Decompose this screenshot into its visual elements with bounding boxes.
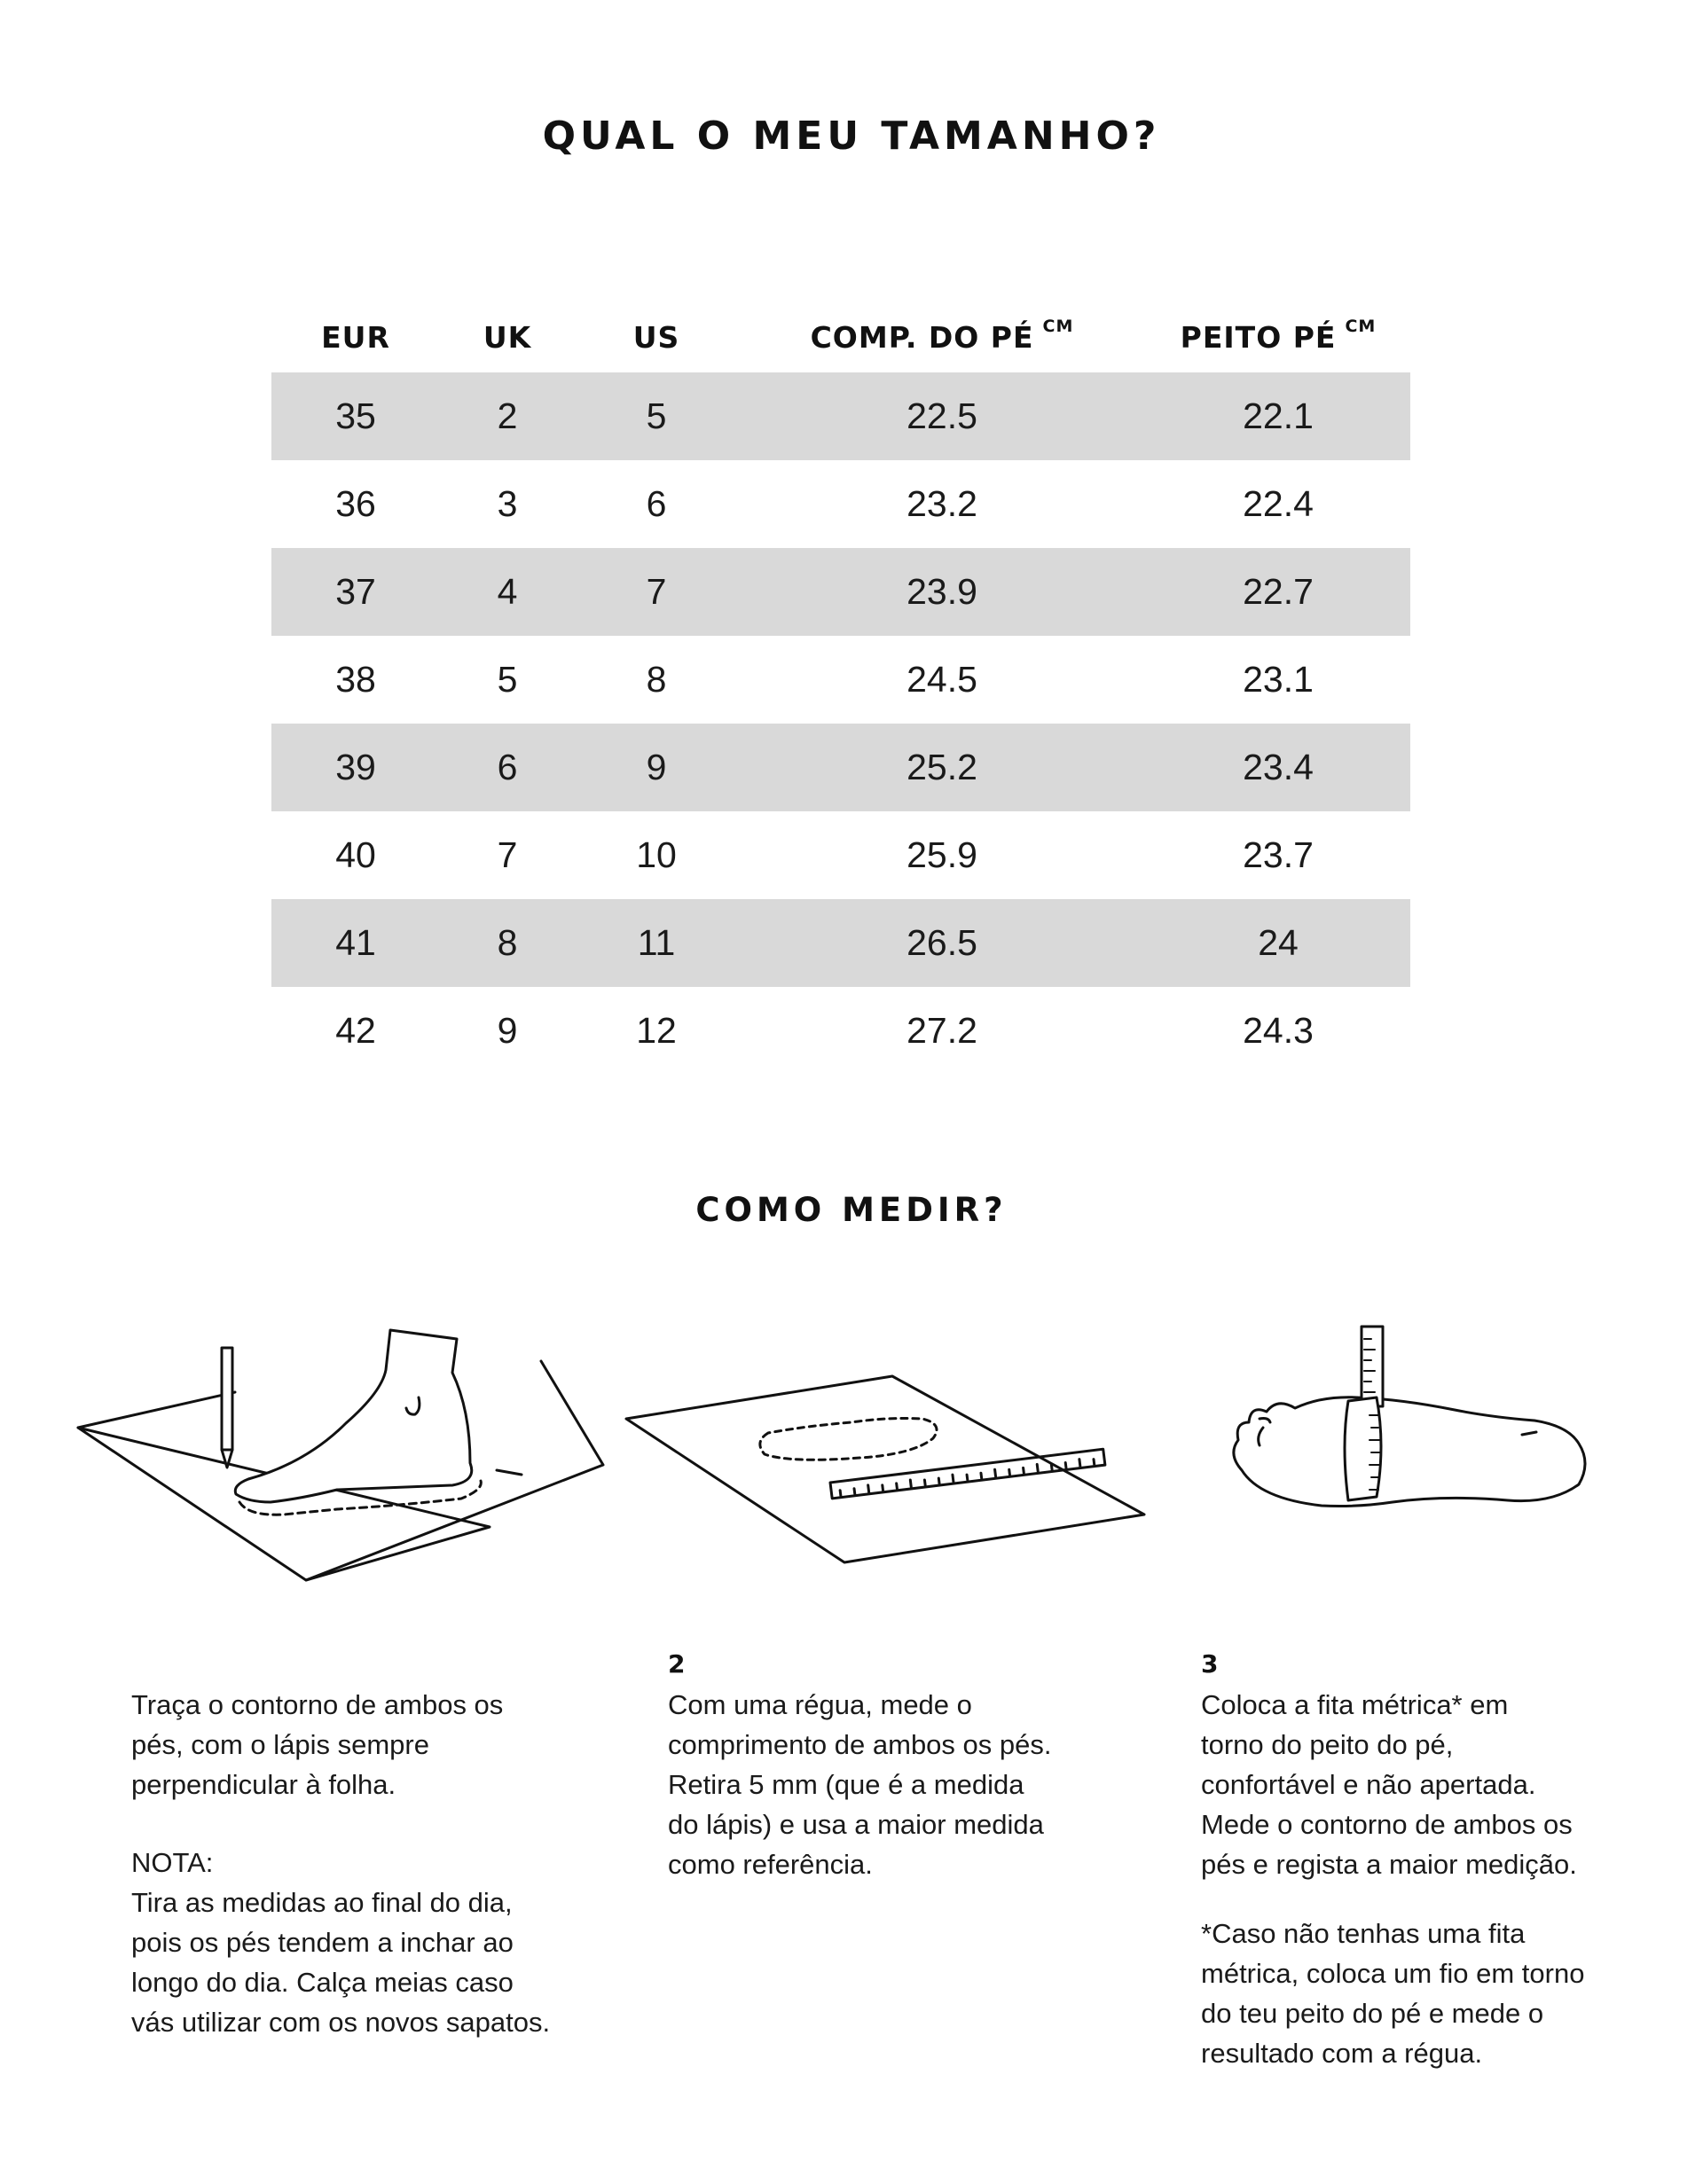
step-1-text: Traça o contorno de ambos os pés, com o lápis sempre perpendicular à folha. bbox=[131, 1689, 504, 1800]
cell-eur: 42 bbox=[271, 987, 440, 1075]
cell-uk: 4 bbox=[440, 548, 575, 636]
cell-eur: 36 bbox=[271, 460, 440, 548]
cell-eur: 39 bbox=[271, 724, 440, 811]
cell-us: 7 bbox=[575, 548, 738, 636]
cell-uk: 2 bbox=[440, 372, 575, 460]
cell-instep: 23.7 bbox=[1146, 811, 1410, 899]
step-3-number: 3 bbox=[1201, 1649, 1219, 1679]
cell-eur: 37 bbox=[271, 548, 440, 636]
cell-foot-length: 22.5 bbox=[738, 372, 1146, 460]
cell-foot-length: 23.9 bbox=[738, 548, 1146, 636]
header-foot-length: COMP. DO PÉ $^{CM}$ bbox=[810, 316, 1074, 355]
header-eur: EUR bbox=[321, 319, 390, 355]
cell-foot-length: 25.2 bbox=[738, 724, 1146, 811]
cell-us: 9 bbox=[575, 724, 738, 811]
cell-eur: 40 bbox=[271, 811, 440, 899]
pencil-tracing-foot-icon bbox=[71, 1312, 612, 1596]
cell-us: 8 bbox=[575, 636, 738, 724]
unit-label: CM bbox=[1042, 316, 1074, 336]
cell-instep: 24.3 bbox=[1146, 987, 1410, 1075]
header-instep: PEITO PÉ $^{CM}$ bbox=[1180, 316, 1377, 355]
table-row bbox=[271, 724, 1410, 811]
header-us: US bbox=[632, 319, 680, 355]
header-uk: UK bbox=[483, 319, 532, 355]
cell-us: 12 bbox=[575, 987, 738, 1075]
page-title: QUAL O MEU TAMANHO? bbox=[542, 114, 1161, 159]
cell-uk: 7 bbox=[440, 811, 575, 899]
cell-us: 5 bbox=[575, 372, 738, 460]
cell-uk: 5 bbox=[440, 636, 575, 724]
size-table bbox=[271, 301, 1410, 1075]
cell-eur: 35 bbox=[271, 372, 440, 460]
cell-foot-length: 25.9 bbox=[738, 811, 1146, 899]
cell-eur: 38 bbox=[271, 636, 440, 724]
footnote-text: *Caso não tenhas uma fita métrica, coloca um fio em torno do teu peito do pé e mede o resultado com a régua. bbox=[1201, 1918, 1585, 2069]
cell-us: 11 bbox=[575, 899, 738, 987]
cell-us: 6 bbox=[575, 460, 738, 548]
step-3-text: Coloca a fita métrica* em torno do peito do pé, confortável e não apertada. Mede o contorno de ambos os pés e regista a maior medição. bbox=[1201, 1689, 1577, 1880]
table-header-row bbox=[271, 301, 1410, 372]
cell-instep: 23.4 bbox=[1146, 724, 1410, 811]
cell-foot-length: 24.5 bbox=[738, 636, 1146, 724]
table-row bbox=[271, 460, 1410, 548]
note-text: Tira as medidas ao final do dia, pois os pés tendem a inchar ao longo do dia. Calça meias caso vás utilizar com os novos sapatos. bbox=[131, 1887, 551, 2038]
cell-foot-length: 27.2 bbox=[738, 987, 1146, 1075]
measuring-tape-foot-icon bbox=[1224, 1312, 1597, 1543]
table-row bbox=[271, 548, 1410, 636]
cell-instep: 24 bbox=[1146, 899, 1410, 987]
table-row bbox=[271, 372, 1410, 460]
cell-instep: 22.7 bbox=[1146, 548, 1410, 636]
table-row bbox=[271, 636, 1410, 724]
cell-uk: 6 bbox=[440, 724, 575, 811]
step-2-number: 2 bbox=[668, 1649, 686, 1679]
unit-label: CM bbox=[1345, 316, 1377, 336]
cell-instep: 22.1 bbox=[1146, 372, 1410, 460]
cell-instep: 22.4 bbox=[1146, 460, 1410, 548]
foot-outline-ruler-icon bbox=[621, 1366, 1153, 1578]
table-row bbox=[271, 811, 1410, 899]
cell-us: 10 bbox=[575, 811, 738, 899]
cell-uk: 8 bbox=[440, 899, 575, 987]
cell-uk: 9 bbox=[440, 987, 575, 1075]
cell-instep: 23.1 bbox=[1146, 636, 1410, 724]
cell-foot-length: 26.5 bbox=[738, 899, 1146, 987]
cell-eur: 41 bbox=[271, 899, 440, 987]
note-label: NOTA: bbox=[131, 1847, 214, 1878]
cell-uk: 3 bbox=[440, 460, 575, 548]
cell-foot-length: 23.2 bbox=[738, 460, 1146, 548]
table-row bbox=[271, 987, 1410, 1075]
section-title: COMO MEDIR? bbox=[695, 1191, 1008, 1229]
step-2-text: Com uma régua, mede o comprimento de ambos os pés. Retira 5 mm (que é a medida do lápis) e usa a maior medida como referência. bbox=[668, 1689, 1052, 1880]
table-row bbox=[271, 899, 1410, 987]
